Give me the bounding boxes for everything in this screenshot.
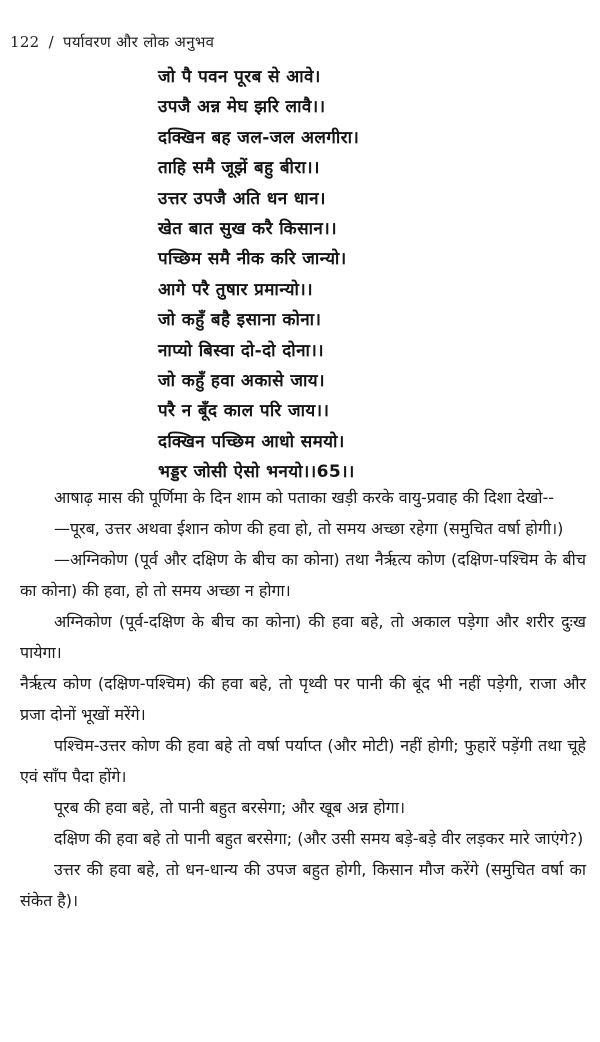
verse-line: जो कहुँ बहै इसाना कोना। bbox=[158, 310, 322, 331]
paragraph-east: पूरब की हवा बहे, तो पानी बहुत बरसेगा; और खूब अन्न होगा। bbox=[54, 798, 406, 817]
verse-line: परै न बूँद काल परि जाय।। bbox=[158, 401, 330, 422]
verse-line: जो कहुँ हवा अकासे जाय। bbox=[158, 370, 325, 391]
paragraph-agni-nairitya: —अग्निकोण (पूर्व और दक्षिण के बीच का कोना) तथा नैर्ऋत्य कोण (दक्षिण-पश्चिम के बीच का कोना) की हवा, हो तो समय अच्छा न होगा। bbox=[20, 550, 586, 600]
verse-line: उत्तर उपजै अति धन धान। bbox=[158, 188, 326, 209]
paragraph-northwest: पश्चिम-उत्तर कोण की हवा बहे तो वर्षा पर्याप्त (और मोटी) नहीं होगी; फुहारें पड़ेंगी तथा चूहे एवं साँप पैदा होंगे। bbox=[20, 736, 586, 786]
paragraph-south: दक्षिण की हवा बहे तो पानी बहुत बरसेगा; (और उसी समय बड़े-बड़े वीर लड़कर मारे जाएंगे?) bbox=[54, 829, 584, 848]
paragraph-north: उत्तर की हवा बहे, तो धन-धान्य की उपज बहुत होगी, किसान मौज करेंगे (समुचित वर्षा का संकेत है)। bbox=[20, 860, 586, 910]
paragraph-east-north: —पूरब, उत्तर अथवा ईशान कोण की हवा हो, तो समय अच्छा रहेगा (समुचित वर्षा होगी।) bbox=[54, 519, 564, 538]
verse-line: खेत बात सुख करै किसान।। bbox=[158, 218, 337, 239]
verse-block bbox=[158, 62, 538, 487]
verse-line: ताहि समै जूझें बहु बीरा।। bbox=[158, 158, 320, 179]
running-header bbox=[10, 32, 214, 52]
verse-line: पच्छिम समै नीक करि जान्यो। bbox=[158, 249, 347, 270]
verse-line: दक्खिन बह जल-जल अलगीरा। bbox=[158, 127, 360, 148]
paragraph-intro: आषाढ़ मास की पूर्णिमा के दिन शाम को पताका खड़ी करके वायु-प्रवाह की दिशा देखो-- bbox=[54, 488, 555, 507]
verse-line: आगे परै तुषार प्रमान्यो।। bbox=[158, 279, 313, 300]
verse-line: भड्डर जोसी ऐसो भनयो।।65।। bbox=[158, 462, 355, 483]
header-separator: / bbox=[48, 33, 54, 51]
paragraph-agnikon: अग्निकोण (पूर्व-दक्षिण के बीच का कोना) की हवा बहे, तो अकाल पड़ेगा और शरीर दुःख पायेगा। bbox=[20, 612, 586, 662]
verse-line: जो पै पवन पूरब से आवे। bbox=[158, 67, 321, 87]
page-number: 122 bbox=[10, 33, 40, 51]
paragraph-nairitya: नैर्ऋत्य कोण (दक्षिण-पश्चिम) की हवा बहे, तो पृथ्वी पर पानी की बूंद भी नहीं पड़ेगी, राजा और प्रजा दोनों भूखों मरेंगे। bbox=[20, 674, 586, 724]
verse-line: उपजै अन्न मेघ झरि लावै।। bbox=[158, 97, 326, 118]
book-title: पर्यावरण और लोक अनुभव bbox=[63, 33, 215, 51]
prose-body bbox=[20, 482, 586, 916]
verse-line: नाप्यो बिस्वा दो-दो दोना।। bbox=[158, 340, 325, 361]
verse-line: दक्खिन पच्छिम आधो समयो। bbox=[158, 431, 345, 452]
